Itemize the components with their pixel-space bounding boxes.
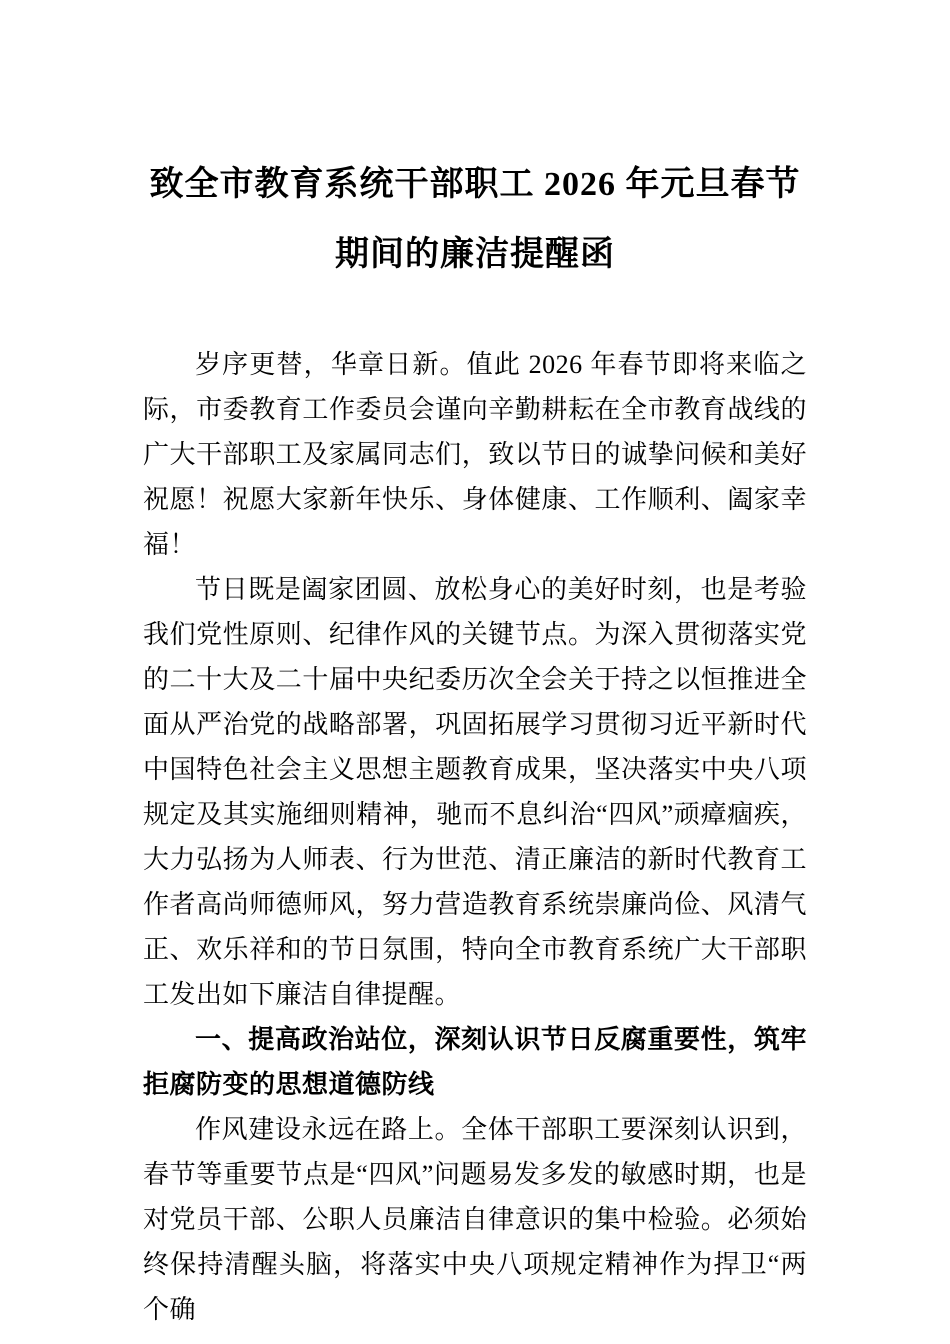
paragraph: 作风建设永远在路上。全体干部职工要深刻认识到，春节等重要节点是“四风”问题易发多发的敏感时期，也是对党员干部、公职人员廉洁自律意识的集中检验。必须始终保持清醒头脑，将落实中央八项规定精神作为捍卫“两个确: [143, 1115, 807, 1324]
section-heading: 一、提高政治站位，深刻认识节日反腐重要性，筑牢拒腐防变的思想道德防线: [143, 1024, 807, 1099]
paragraph: 岁序更替，华章日新。值此 2026 年春节即将来临之际，市委教育工作委员会谨向辛勤耕耘在全市教育战线的广大干部职工及家属同志们，致以节日的诚挚问候和美好祝愿！祝愿大家新年快乐、身体健康、工作顺利、阖家幸福！: [143, 350, 807, 559]
document-title-line1: 致全市教育系统干部职工 2026 年元旦春节: [149, 166, 801, 203]
paragraph: 节日既是阖家团圆、放松身心的美好时刻，也是考验我们党性原则、纪律作风的关键节点。为深入贯彻落实党的二十大及二十届中央纪委历次全会关于持之以恒推进全面从严治党的战略部署，巩固拓展学习贯彻习近平新时代中国特色社会主义思想主题教育成果，坚决落实中央八项规定及其实施细则精神，驰而不息纠治“四风”顽瘴痼疾，大力弘扬为人师表、行为世范、清正廉洁的新时代教育工作者高尚师德师风，努力营造教育系统崇廉尚俭、风清气正、欢乐祥和的节日氛围，特向全市教育系统广大干部职工发出如下廉洁自律提醒。: [143, 575, 807, 1009]
document-title: [143, 150, 807, 290]
document-title-line2: 期间的廉洁提醒函: [335, 236, 615, 273]
document-body: [143, 342, 807, 1332]
